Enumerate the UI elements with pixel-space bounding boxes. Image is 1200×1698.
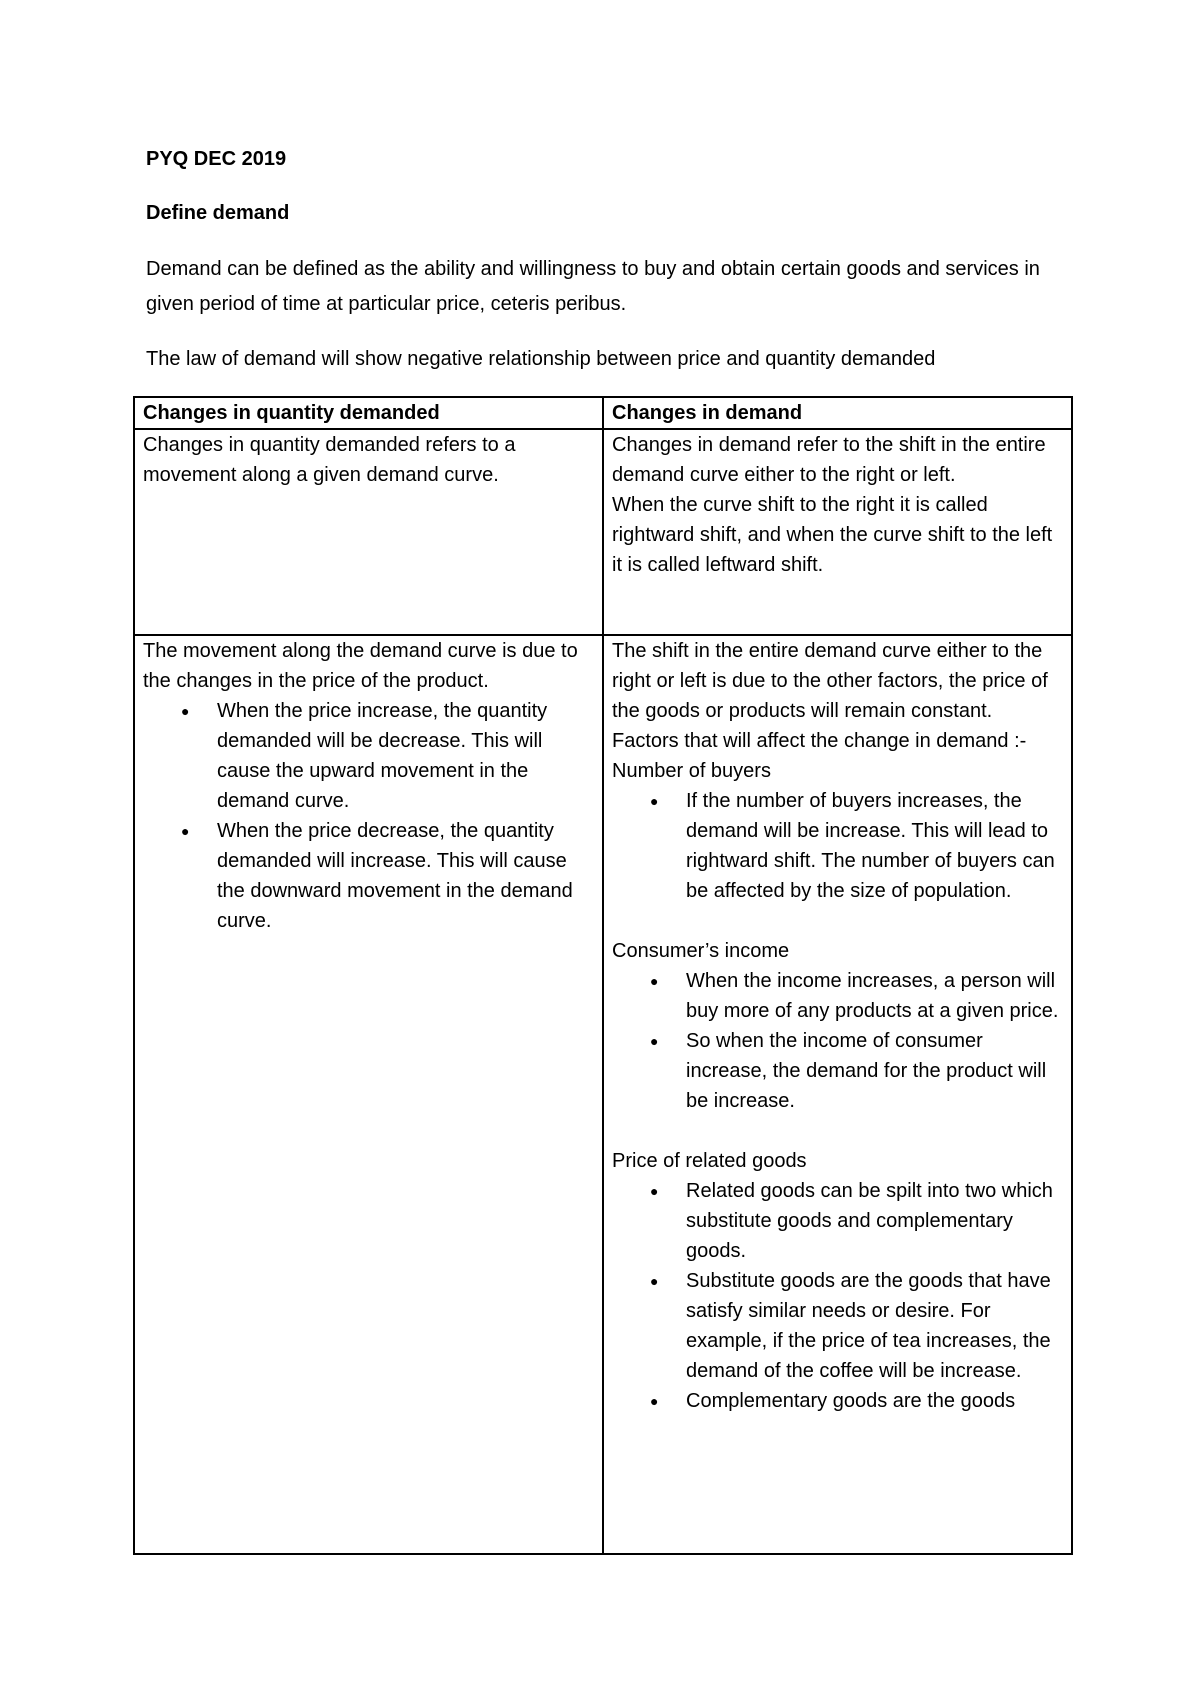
table-cell <box>603 635 1072 1554</box>
cell-text: The movement along the demand curve is due to the changes in the price of the product. <box>143 640 578 692</box>
cell-text: Changes in demand refer to the shift in the entire demand curve either to the right or left. <box>612 434 1046 486</box>
cell-text: Changes in quantity demanded refers to a movement along a given demand curve. <box>143 434 516 486</box>
factor-heading: Consumer’s income <box>612 940 790 962</box>
list-item: ● So when the income of consumer increase, the demand for the product will be increase. <box>686 1026 1063 1116</box>
bullet-list <box>143 696 594 936</box>
list-item: ● When the price decrease, the quantity demanded will increase. This will cause the downward movement in the demand curve. <box>217 816 594 936</box>
list-item: ● If the number of buyers increases, the demand will be increase. This will lead to rightward shift. The number of buyers can be affected by the size of population. <box>686 786 1063 906</box>
list-item: ● Related goods can be spilt into two which substitute goods and complementary goods. <box>686 1176 1063 1266</box>
table-cell <box>134 635 603 1554</box>
table-row <box>134 635 1072 1554</box>
definition-paragraph: Demand can be defined as the ability and willingness to buy and obtain certain goods and services in given period of time at particular price, ceteris peribus. <box>146 258 1040 315</box>
table-cell <box>134 429 603 635</box>
comparison-table <box>133 396 1073 1555</box>
list-item: ● When the price increase, the quantity demanded will be decrease. This will cause the upward movement in the demand curve. <box>217 696 594 816</box>
list-item: ● Substitute goods are the goods that have satisfy similar needs or desire. For example, if the price of tea increases, the demand of the coffee will be increase. <box>686 1266 1063 1386</box>
header-quantity-demanded: Changes in quantity demanded <box>134 397 603 429</box>
header-demand: Changes in demand <box>603 397 1072 429</box>
section-heading: Define demand <box>146 202 290 224</box>
cell-text: When the curve shift to the right it is called rightward shift, and when the curve shift to the left it is called leftward shift. <box>612 494 1053 576</box>
bullet-list <box>612 786 1063 906</box>
bullet-list <box>612 966 1063 1116</box>
cell-text: The shift in the entire demand curve either to the right or left is due to the other factors, the price of the goods or products will remain constant. <box>612 640 1048 722</box>
list-item: ● When the income increases, a person will buy more of any products at a given price. <box>686 966 1063 1026</box>
table-row <box>134 429 1072 635</box>
factor-heading: Number of buyers <box>612 760 771 782</box>
factor-heading: Price of related goods <box>612 1150 807 1172</box>
cell-text: Factors that will affect the change in demand :- <box>612 730 1027 752</box>
table-header-row <box>134 397 1072 429</box>
list-item: ● Complementary goods are the goods <box>686 1386 1063 1416</box>
table-cell <box>603 429 1072 635</box>
bullet-list <box>612 1176 1063 1416</box>
document-title: PYQ DEC 2019 <box>146 148 287 170</box>
law-paragraph: The law of demand will show negative relationship between price and quantity demanded <box>146 348 936 370</box>
